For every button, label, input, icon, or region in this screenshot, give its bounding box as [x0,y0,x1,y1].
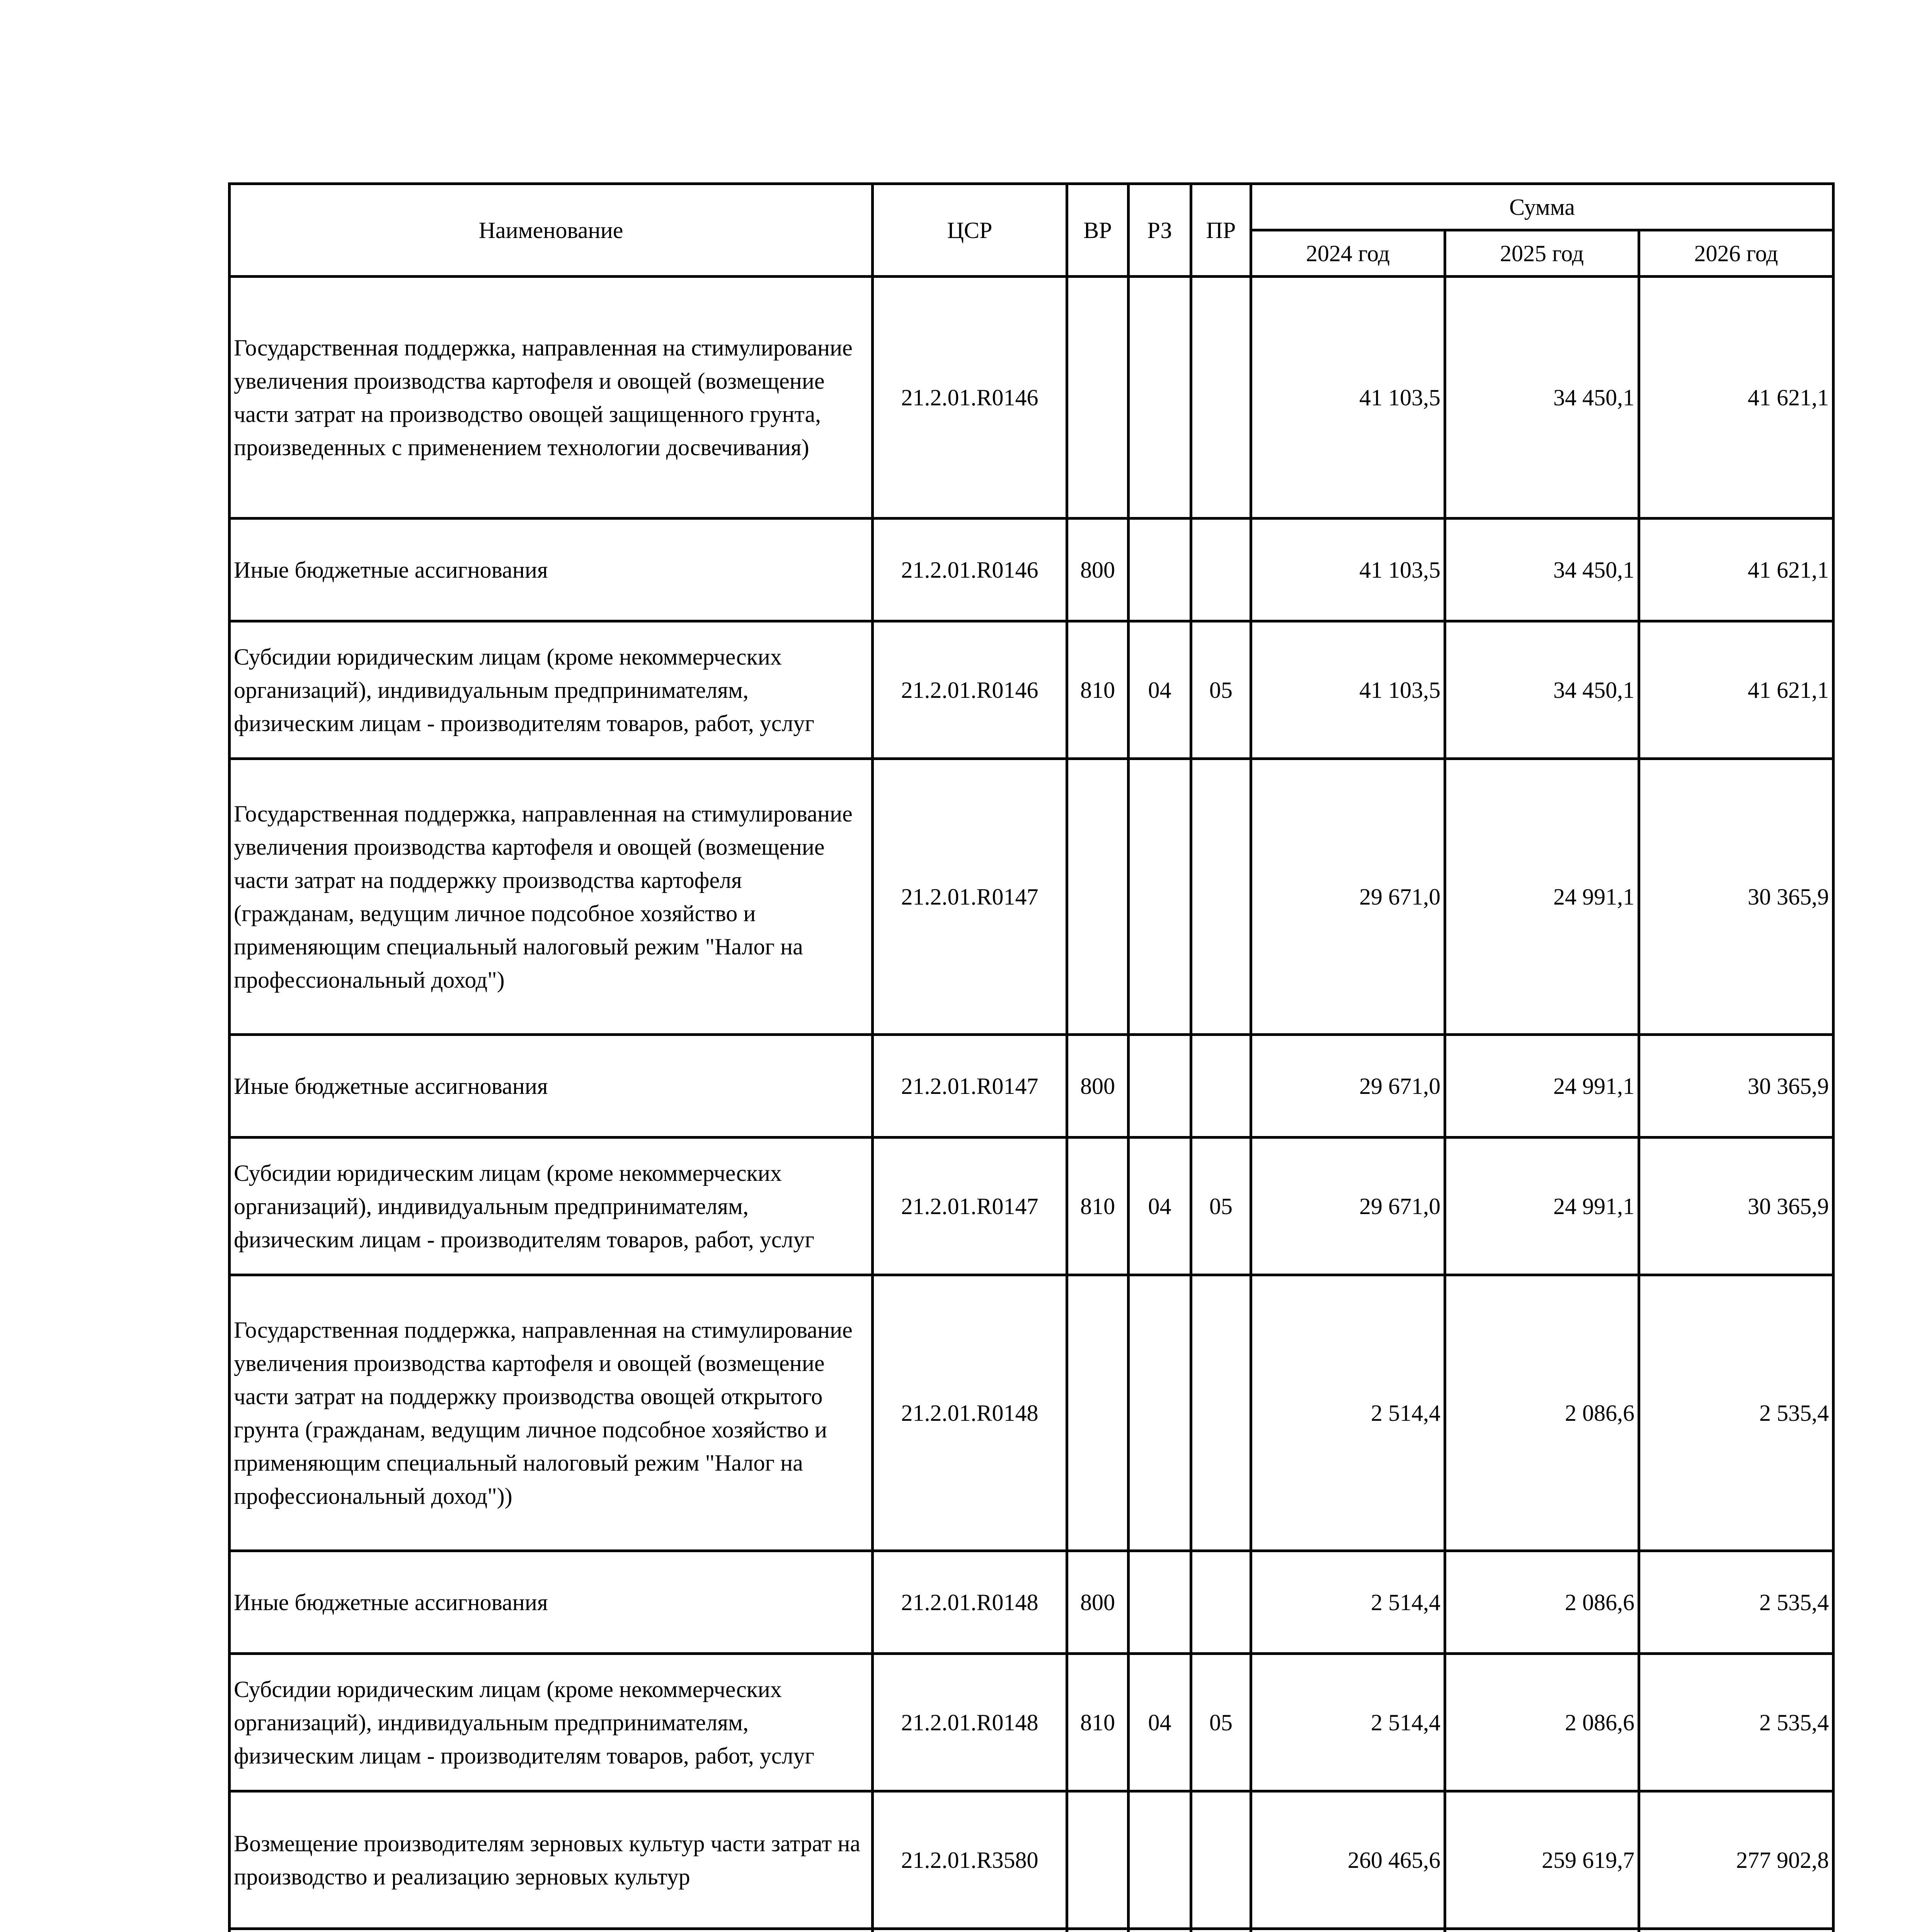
cell-pr [1191,1275,1251,1551]
cell-name: Государственная поддержка, направленная на стимулирование увеличения производства картофеля и овощей (возмещение части затрат на производство овощей защищенного грунта, произведенных с применением технологии досвечивания) [230,277,873,519]
table-row [230,621,1834,759]
cell-sum-2026 [1639,1929,1834,1932]
cell-rz [1129,1035,1191,1138]
cell-rz [1129,277,1191,519]
cell-rz: 04 [1129,1138,1191,1275]
table-row [230,1654,1834,1791]
cell-sum-2026: 30 365,9 [1639,1138,1834,1275]
cell-csr: 21.2.01.R0148 [873,1275,1067,1551]
cell-sum-2025: 2 086,6 [1445,1654,1639,1791]
cell-sum-2025: 2 086,6 [1445,1551,1639,1654]
table-row [230,1138,1834,1275]
table-row [230,759,1834,1035]
cell-name [230,1929,873,1932]
header-year-2024: 2024 год [1251,230,1445,277]
cell-pr: 05 [1191,1138,1251,1275]
cell-sum-2026: 41 621,1 [1639,277,1834,519]
cell-vr: 800 [1067,1035,1129,1138]
cell-pr [1191,759,1251,1035]
cell-vr [1067,277,1129,519]
cell-sum-2025: 24 991,1 [1445,759,1639,1035]
cell-rz [1129,519,1191,621]
cell-sum-2024: 41 103,5 [1251,277,1445,519]
cell-sum-2026: 2 535,4 [1639,1551,1834,1654]
cell-csr: 21.2.01.R0147 [873,759,1067,1035]
cell-vr [1067,1929,1129,1932]
header-year-2025: 2025 год [1445,230,1639,277]
cell-csr: 21.2.01.R0146 [873,621,1067,759]
table-row [230,1551,1834,1654]
cell-sum-2024: 2 514,4 [1251,1275,1445,1551]
cell-csr: 21.2.01.R0146 [873,519,1067,621]
cell-rz [1129,1551,1191,1654]
header-vr: ВР [1067,184,1129,277]
cell-vr [1067,1791,1129,1929]
cell-pr [1191,1551,1251,1654]
cell-vr: 810 [1067,1138,1129,1275]
cell-sum-2024 [1251,1929,1445,1932]
cell-pr [1191,1791,1251,1929]
cell-sum-2025: 259 619,7 [1445,1791,1639,1929]
cell-pr [1191,277,1251,519]
header-rz: РЗ [1129,184,1191,277]
table-row [230,277,1834,519]
table-body [230,277,1834,1932]
cell-sum-2024: 2 514,4 [1251,1551,1445,1654]
header-pr: ПР [1191,184,1251,277]
cell-rz [1129,1929,1191,1932]
header-csr: ЦСР [873,184,1067,277]
cell-sum-2025 [1445,1929,1639,1932]
cell-sum-2025: 34 450,1 [1445,621,1639,759]
cell-csr: 21.2.01.R0148 [873,1654,1067,1791]
cell-pr [1191,1929,1251,1932]
cell-vr: 810 [1067,621,1129,759]
cell-csr: 21.2.01.R0147 [873,1138,1067,1275]
budget-table [228,182,1835,1932]
table-row [230,1035,1834,1138]
cell-pr: 05 [1191,1654,1251,1791]
table-row [230,1929,1834,1932]
cell-sum-2026: 30 365,9 [1639,759,1834,1035]
cell-name: Субсидии юридическим лицам (кроме некоммерческих организаций), индивидуальным предпринимателям, физическим лицам - производителям товаров, работ, услуг [230,621,873,759]
cell-pr [1191,1035,1251,1138]
cell-pr: 05 [1191,621,1251,759]
cell-name: Иные бюджетные ассигнования [230,1035,873,1138]
cell-csr: 21.2.01.R0147 [873,1035,1067,1138]
cell-vr: 800 [1067,1551,1129,1654]
cell-name: Субсидии юридическим лицам (кроме некоммерческих организаций), индивидуальным предпринимателям, физическим лицам - производителям товаров, работ, услуг [230,1654,873,1791]
cell-sum-2025: 34 450,1 [1445,277,1639,519]
cell-sum-2026: 41 621,1 [1639,519,1834,621]
cell-name: Государственная поддержка, направленная на стимулирование увеличения производства картофеля и овощей (возмещение части затрат на поддержку производства овощей открытого грунта (гражданам, ведущим личное подсобное хозяйство и применяющим специальный налоговый режим "Налог на профессиональный доход")) [230,1275,873,1551]
cell-sum-2024: 260 465,6 [1251,1791,1445,1929]
cell-name: Субсидии юридическим лицам (кроме некоммерческих организаций), индивидуальным предпринимателям, физическим лицам - производителям товаров, работ, услуг [230,1138,873,1275]
cell-sum-2024: 29 671,0 [1251,759,1445,1035]
cell-vr [1067,1275,1129,1551]
cell-sum-2024: 2 514,4 [1251,1654,1445,1791]
cell-vr: 800 [1067,519,1129,621]
cell-rz: 04 [1129,1654,1191,1791]
cell-vr [1067,759,1129,1035]
table-row [230,1275,1834,1551]
cell-sum-2026: 30 365,9 [1639,1035,1834,1138]
header-row [230,184,1834,230]
table-row [230,1791,1834,1929]
cell-sum-2026: 277 902,8 [1639,1791,1834,1929]
cell-sum-2026: 41 621,1 [1639,621,1834,759]
cell-name: Государственная поддержка, направленная на стимулирование увеличения производства картофеля и овощей (возмещение части затрат на поддержку производства картофеля (гражданам, ведущим личное подсобное хозяйство и применяющим специальный налоговый режим "Налог на профессиональный доход") [230,759,873,1035]
cell-vr: 810 [1067,1654,1129,1791]
cell-rz [1129,1275,1191,1551]
cell-pr [1191,519,1251,621]
cell-csr [873,1929,1067,1932]
cell-name: Иные бюджетные ассигнования [230,519,873,621]
cell-sum-2026: 2 535,4 [1639,1275,1834,1551]
cell-name: Возмещение производителям зерновых культур части затрат на производство и реализацию зерновых культур [230,1791,873,1929]
header-name: Наименование [230,184,873,277]
cell-sum-2025: 34 450,1 [1445,519,1639,621]
cell-sum-2025: 24 991,1 [1445,1138,1639,1275]
cell-rz: 04 [1129,621,1191,759]
cell-sum-2024: 29 671,0 [1251,1138,1445,1275]
cell-csr: 21.2.01.R0146 [873,277,1067,519]
cell-sum-2025: 24 991,1 [1445,1035,1639,1138]
cell-csr: 21.2.01.R0148 [873,1551,1067,1654]
cell-csr: 21.2.01.R3580 [873,1791,1067,1929]
cell-rz [1129,759,1191,1035]
header-sum: Сумма [1251,184,1834,230]
cell-name: Иные бюджетные ассигнования [230,1551,873,1654]
table-row [230,519,1834,621]
cell-sum-2025: 2 086,6 [1445,1275,1639,1551]
cell-rz [1129,1791,1191,1929]
cell-sum-2024: 41 103,5 [1251,621,1445,759]
cell-sum-2024: 29 671,0 [1251,1035,1445,1138]
header-year-2026: 2026 год [1639,230,1834,277]
cell-sum-2024: 41 103,5 [1251,519,1445,621]
cell-sum-2026: 2 535,4 [1639,1654,1834,1791]
